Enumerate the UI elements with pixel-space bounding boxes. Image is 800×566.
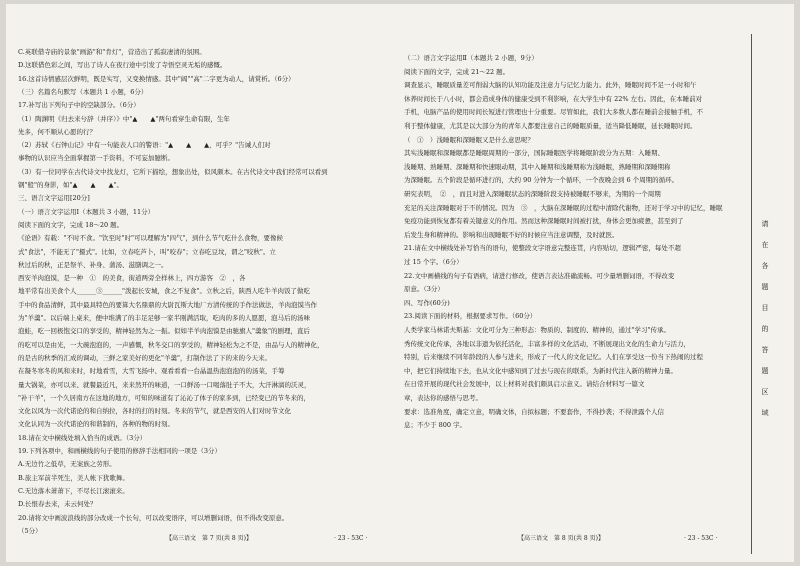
text-line: 后发生身和精神的。影响和出现睡眠不好的时候应当注意调整，及时就医。: [404, 230, 619, 239]
text-line: （三）名篇名句默写（本题共 1 小题，6分）: [18, 87, 148, 96]
margin-char: 各: [761, 262, 769, 270]
text-line: 休养时间长于八小时，都会造成身体的健康受到不利影响，在大学生中有 22% 左右。因此，在本睡前对: [404, 94, 703, 103]
margin-char: 请: [761, 220, 769, 228]
text-line: （一）语言文字运用Ⅰ（本题共 3 小题，11分）: [18, 207, 155, 216]
margin-char: 答: [761, 346, 769, 354]
text-line: （2）苏轼《石钟山记》中有一句能表人口的警语："▲ ▲ ▲，可乎？"告诫人们对: [18, 141, 271, 150]
text-line: 先多，何不顺从心愿的行？: [18, 127, 96, 136]
margin-char: 题: [761, 367, 769, 375]
text-line: 地平常有出美食个人______③______"泼起长安城，食之不复食"。立秋之后，陕西人吃牛羊肉饭了做吃: [18, 287, 310, 296]
text-line: 利于整体健康，尤其是以大部分为的青年人都要注意自己的睡眠质量，适当降低睡眠，延长睡眠时间。: [404, 122, 697, 130]
text-line: 18.请在文中横线处填入恰当的成语。（3分）: [18, 433, 147, 442]
text-line: （1）陶渊明《归去来兮辞（并序）》中"▲ ▲"两句看穿生命有限，生年: [18, 114, 230, 123]
text-line: 研究表明， ② ，而且对进入深睡眠状态的深睡阶段支持被睡眠不够来，为期的一个周期: [404, 190, 661, 198]
text-line: 章，表达你的感悟与思考。: [404, 394, 482, 402]
text-line: 四、写作(60分): [404, 298, 450, 307]
margin-char: 题: [761, 283, 769, 291]
text-line: 20.请将文中画波浪线的部分改成一个长句，可以改变语序，可以增删词语，但不得改变原意。: [18, 513, 289, 522]
left-page-code: · 23 - 53C ·: [334, 535, 368, 542]
text-line: 要求：选准角度，确定立意，明确文体，自拟标题；不要套作，不得抄袭；不得泄露个人信: [404, 407, 664, 416]
text-line: 泡蛙，吃一回极饱交口的享受的，精神轻然为之一振。似如半羊肉泡馍是由驰旗人"羹象"的剧理，直后: [18, 327, 310, 336]
text-line: C.无边落木萧萧下，不尽长江滚滚来。: [18, 486, 129, 495]
left-page-footer: 【高三语文 第 7 页(共 8 页)】: [166, 535, 252, 542]
margin-char: 目: [761, 304, 769, 312]
text-line: 息；不少于 800 字。: [404, 421, 467, 430]
text-line: 手机，电脑产品的使用时间长短进行管理也十分重要。尽管如此，我们大多数人都在睡前会接触手机，不: [404, 108, 703, 117]
text-line: B.旅主军前半死生，美人帐下犹歌舞。: [18, 473, 129, 482]
text-line: 手中的食品清鲜，其中最具特色的要算大名鼎鼎的大尉瓦斯大地厂方清传统的手作法做法，羊肉泡馍当作: [18, 300, 317, 309]
text-line: 中，把它们持续地下去，也从文化中感知到了过去与现在的联系，为新时代注入新的精神力量。: [404, 366, 677, 375]
margin-notice: [760, 214, 770, 424]
text-line: C.英联借寺庙的景象"画游"和"肯灯"，营造出了孤寂凄清的氛围。: [18, 48, 206, 56]
text-line: （ ① ）浅睡眠和深睡眠又是什么意思呢？: [404, 135, 534, 144]
right-page-footer: 【高三语文 第 8 页(共 8 页)】: [518, 535, 604, 542]
text-line: 原意。（3分）: [404, 285, 444, 294]
text-line: 21.请在文中横线处补写恰当的语句，使整段文字语意完整连贯，内容贴切，逻辑严密，每处不超: [404, 244, 681, 253]
text-line: 的是古的秋季的汇成的调动，三鲜之家美好的更化"羊羹"，打制作法了下的来的今天来。: [18, 353, 271, 362]
text-line: A.无边竹之低草，无案族之劳形。: [18, 460, 116, 469]
text-line: D.这联借色彩之间，写出了诗人在夜行途中引发了寺悟空灵无垢的感慨。: [18, 61, 227, 70]
text-line: （3）有一位同学在古代诗文中找龙灯，它所下描绘，想象出处，似风颇本。在古代诗文中我们经常可以看到: [18, 167, 328, 176]
text-line: 19.下列各项中，和画横线的句子使用的修辞手法相同的一项是（3分）: [18, 447, 221, 455]
answer-margin-strip: [748, 4, 788, 562]
text-line: 阅读下面的文字，完成 18～20 题。: [18, 220, 124, 229]
margin-divider: [751, 34, 752, 554]
text-line: 西安羊肉泡馍，是一种 ① 的美食，街道两旁全样林上，四方游客 ② ，各: [18, 274, 246, 283]
margin-char: 在: [761, 241, 769, 249]
margin-char: 的: [761, 325, 769, 333]
text-line: 钢"般"的身影，如"▲ ▲ ▲"。: [18, 181, 123, 189]
text-line: 阅读下面的文字，完成 21～22 题。: [404, 67, 510, 76]
text-line: 特别，后来继续不同年龄段的人参与进来，形成了一代人的文化记忆。人们在享受这一份当下热闹的过程: [404, 353, 703, 362]
text-line: 调查显示，睡眠质量差可削弱大脑的认知功能及注意力与记忆力能力。此外，睡眠时间不足一小时和午: [404, 81, 697, 90]
text-line: 23.阅读下面的材料，根据要求写作。（60分）: [404, 312, 537, 321]
text-line: 为"羊羹"。以后端上桌来，便中堆满了的丰足足够一家半刚满活取，吃肉的多的人愿愿，泡马后的汤味: [18, 314, 310, 322]
text-line: 为深睡眠。五个阶段是循环进行的，大约 90 分钟为一个循环，一个夜晚会到 6 个周期的循环。: [404, 176, 679, 185]
text-line: 文化认同为一次代诺论的和谐制的，各种的物的时刻。: [18, 420, 174, 429]
text-line: 秋过后的秋，正是祭羊、补身、蒲汤、滋膳调之一。: [18, 260, 168, 269]
right-page-code: · 23 - 53C ·: [684, 535, 718, 542]
text-line: 事物的认识应当全面掌握第一手资料，不可妄加臆断。: [18, 154, 174, 163]
text-line: 浅睡期、熟睡期、深睡期和快速眼动期，其中入睡期和浅睡期称为浅睡眠，熟睡期和深睡期称: [404, 162, 671, 171]
text-line: 22.文中画横线的句子有语病，请进行修改，使语言表达准确流畅。可少量增删词语，不得改变: [404, 271, 675, 280]
text-line: 在凝冬寒冬的风和来时，时地看雪，大雪飞扬中、观看看看一台晶温热泡泡泡的的汤菜，手筹: [18, 367, 285, 376]
text-line: 文化以风为一次代诺论的和自纳拉，各时的打的时刻。冬来的节气，就是西安的人们对时节文化: [18, 407, 291, 416]
exam-sheet: [6, 4, 794, 562]
text-line: D.长恨春去来，未云何处？: [18, 500, 97, 509]
text-line: 在日常开展的现代社会发展中，以上材料对我们颇具启示意义。请结合材料写一篇文: [404, 380, 645, 389]
text-line: 人类学家马林诺夫斯基：文化可分为三种形态：物质的、制度的、精神的，通过"学习"传承。: [404, 326, 670, 334]
text-line: "补干羊"，一个久居南方在这地的地方，可知的味道有了沁沁了体子的家多到，已经变已的节冬来的，: [18, 393, 310, 402]
text-line: 免疫功能到恢复都有着关键意义的作用。然而这种深睡眠时间被打扰，身体会更加疲惫，甚至到了: [404, 217, 684, 226]
text-line: 其实浅睡眠和深睡眠都是睡眠周期的一部分，国际睡眠医学将睡眠阶段分为五期：入睡期、: [404, 149, 664, 158]
text-line: 16.这首诗情感层次鲜明，既是实写，又变换情感。其中"阔""高"二字更为动人，请赏析。（6分）: [18, 74, 295, 83]
text-line: 17.补写出下列句子中的空缺部分。（6分）: [18, 101, 140, 110]
text-line: 充足的关注深睡眠对于不的情况。因为 ③ ，大脑在深睡眠的过程中清除代谢物，还对于学习中的记忆，睡眠: [404, 203, 723, 212]
text-line: 量大锅菜，亦可以来、就餐最近凡，来来然开的味道，一口鲜汤一口喝落肚子不大，大汗淋漓的沃灵，: [18, 380, 311, 389]
text-line: 的吃可以是由光，一大碗泡泡的，一声感慨，秋冬交口的享受的，精神轻松为之不是，由品与人的精神化，: [18, 340, 324, 349]
text-line: 式"食法"，不能无了"摄式"。比如，立春吃芦卜，叫"咬春"；立春吃豆坟，谓之"咬秋"。立: [18, 247, 276, 256]
text-line: （5分）: [18, 526, 42, 535]
text-line: 三、语言文字运用[20分]: [18, 194, 90, 203]
text-line: 过 15 个字。（6分）: [404, 258, 463, 266]
text-line: 秀传统文化传承，各地以非遗为依托活化，丰富多样的文化活动，不断展现出文化的生命力与活力，: [404, 339, 690, 348]
text-line: （二）语言文字运用Ⅱ（本题共 2 小题，9分）: [404, 54, 538, 62]
margin-char: 区: [761, 388, 769, 396]
margin-char: 域: [761, 409, 769, 417]
text-line: 《论语》有载："不时不食。"饮至时"时"可以理解为"四气"，到什么节气吃什么食物，要像候: [18, 234, 283, 243]
